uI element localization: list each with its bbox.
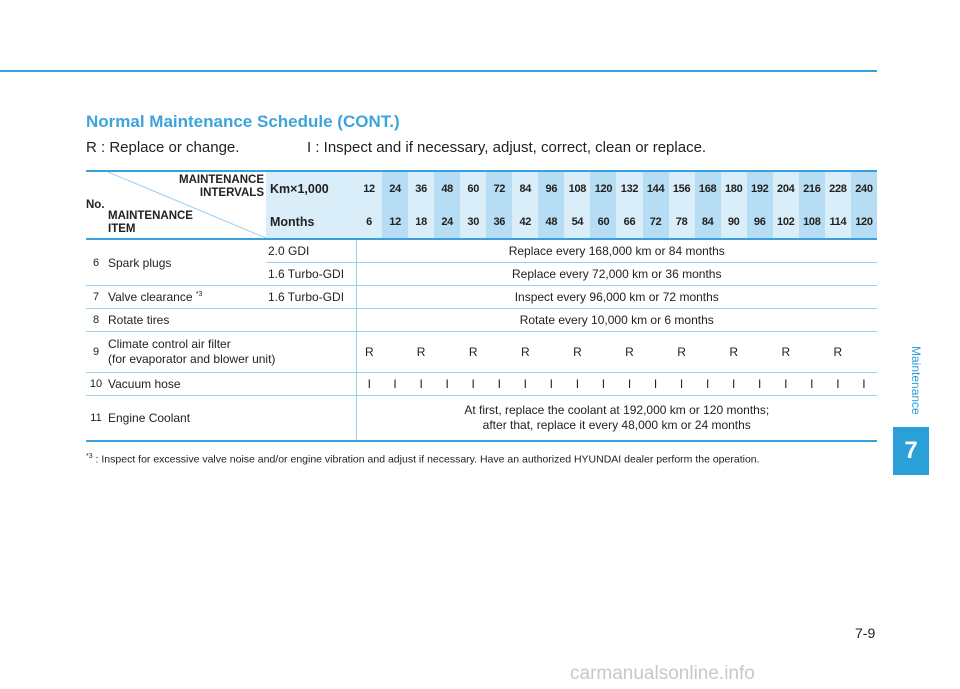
interval-text: At first, replace the coolant at 192,000 km or 120 months; after that, replace it every 48,000 km or 24 months [356,396,877,442]
schedule-mark: R [773,332,799,373]
top-rule [0,70,877,72]
schedule-mark: I [616,373,642,396]
table-row [86,396,877,442]
item-name: Vacuum hose [106,373,356,396]
engine-variant: 2.0 GDI [266,239,356,263]
months-cell: 42 [512,205,538,239]
months-cell: 48 [538,205,564,239]
engine-variant: 1.6 Turbo-GDI [266,286,356,309]
schedule-mark: I [538,373,564,396]
page-number: 7-9 [855,625,876,641]
table-row [86,286,877,309]
schedule-mark: I [486,373,512,396]
schedule-mark: I [356,373,382,396]
km-cell: 60 [460,171,486,205]
schedule-mark: R [669,332,695,373]
interval-text: Replace every 168,000 km or 84 months [356,239,877,263]
row-number: 7 [86,286,106,309]
km-cell: 180 [721,171,747,205]
km-cell: 108 [564,171,590,205]
km-cell: 228 [825,171,851,205]
months-cell: 108 [799,205,825,239]
km-cell: 120 [590,171,616,205]
schedule-mark [590,332,616,373]
interval-text: Inspect every 96,000 km or 72 months [356,286,877,309]
km-label: Km×1,000 [266,171,356,205]
item-name: Climate control air filter (for evaporator and blower unit) [106,332,356,373]
schedule-mark [799,332,825,373]
schedule-mark: R [616,332,642,373]
months-cell: 30 [460,205,486,239]
schedule-mark: I [721,373,747,396]
months-cell: 78 [669,205,695,239]
months-cell: 66 [616,205,642,239]
schedule-mark: R [356,332,382,373]
months-cell: 24 [434,205,460,239]
months-cell: 84 [695,205,721,239]
schedule-mark [538,332,564,373]
km-cell: 96 [538,171,564,205]
months-cell: 72 [643,205,669,239]
schedule-mark: R [460,332,486,373]
months-cell: 114 [825,205,851,239]
schedule-mark [747,332,773,373]
km-cell: 156 [669,171,695,205]
schedule-mark: I [773,373,799,396]
schedule-mark: I [643,373,669,396]
km-cell: 204 [773,171,799,205]
km-cell: 240 [851,171,877,205]
schedule-mark: R [825,332,851,373]
schedule-mark: I [590,373,616,396]
chapter-tab-number[interactable]: 7 [893,427,929,475]
item-name: Rotate tires [106,309,356,332]
table-row [86,332,877,373]
km-cell: 36 [408,171,434,205]
item-name: Spark plugs [106,239,266,286]
schedule-mark: R [512,332,538,373]
schedule-mark: I [382,373,408,396]
row-number: 9 [86,332,106,373]
km-cell: 144 [643,171,669,205]
schedule-mark [851,332,877,373]
table-row [86,373,877,396]
months-cell: 6 [356,205,382,239]
row-number: 6 [86,239,106,286]
months-cell: 54 [564,205,590,239]
row-number: 11 [86,396,106,442]
header-item-label: MAINTENANCE ITEM [108,210,193,235]
schedule-mark: I [408,373,434,396]
schedule-mark: I [695,373,721,396]
schedule-mark: I [434,373,460,396]
months-cell: 90 [721,205,747,239]
months-cell: 60 [590,205,616,239]
schedule-mark: R [721,332,747,373]
schedule-mark: I [851,373,877,396]
schedule-mark: I [825,373,851,396]
months-cell: 18 [408,205,434,239]
km-cell: 24 [382,171,408,205]
schedule-mark: I [460,373,486,396]
schedule-mark: I [799,373,825,396]
schedule-mark: I [564,373,590,396]
months-cell: 36 [486,205,512,239]
table-row [86,239,877,263]
schedule-mark: I [512,373,538,396]
header-no-label: No. [86,199,105,211]
schedule-mark [382,332,408,373]
months-label: Months [266,205,356,239]
months-cell: 102 [773,205,799,239]
schedule-mark [486,332,512,373]
row-number: 8 [86,309,106,332]
km-cell: 216 [799,171,825,205]
schedule-mark [643,332,669,373]
km-header-row [86,171,877,205]
row-number: 10 [86,373,106,396]
item-name: Engine Coolant [106,396,356,442]
footnote: $^{*3}$ : Inspect for excessive valve noise and/or engine vibration and adjust if necessary. Have an authorized HYUNDAI dealer perform the operation. [86,453,760,466]
chapter-tab-label[interactable]: Maintenance [909,345,923,415]
engine-variant: 1.6 Turbo-GDI [266,263,356,286]
km-cell: 72 [486,171,512,205]
km-cell: 12 [356,171,382,205]
legend-replace: R : Replace or change. [86,139,240,156]
km-cell: 168 [695,171,721,205]
km-cell: 192 [747,171,773,205]
item-name: Valve clearance $^{*3}$ [106,286,266,309]
schedule-mark: R [564,332,590,373]
schedule-mark: I [669,373,695,396]
months-cell: 120 [851,205,877,239]
interval-text: Rotate every 10,000 km or 6 months [356,309,877,332]
interval-text: Replace every 72,000 km or 36 months [356,263,877,286]
km-cell: 84 [512,171,538,205]
schedule-mark: R [408,332,434,373]
header-intervals-label: MAINTENANCE INTERVALS [179,174,264,199]
watermark: carmanualsonline.info [570,663,755,684]
section-heading: Normal Maintenance Schedule (CONT.) [86,112,400,131]
maintenance-schedule-table [86,170,877,442]
schedule-mark [695,332,721,373]
schedule-mark [434,332,460,373]
km-cell: 132 [616,171,642,205]
schedule-mark: I [747,373,773,396]
header-corner [86,171,266,239]
km-cell: 48 [434,171,460,205]
months-cell: 12 [382,205,408,239]
table-row [86,309,877,332]
legend-inspect: I : Inspect and if necessary, adjust, correct, clean or replace. [307,139,707,156]
months-cell: 96 [747,205,773,239]
